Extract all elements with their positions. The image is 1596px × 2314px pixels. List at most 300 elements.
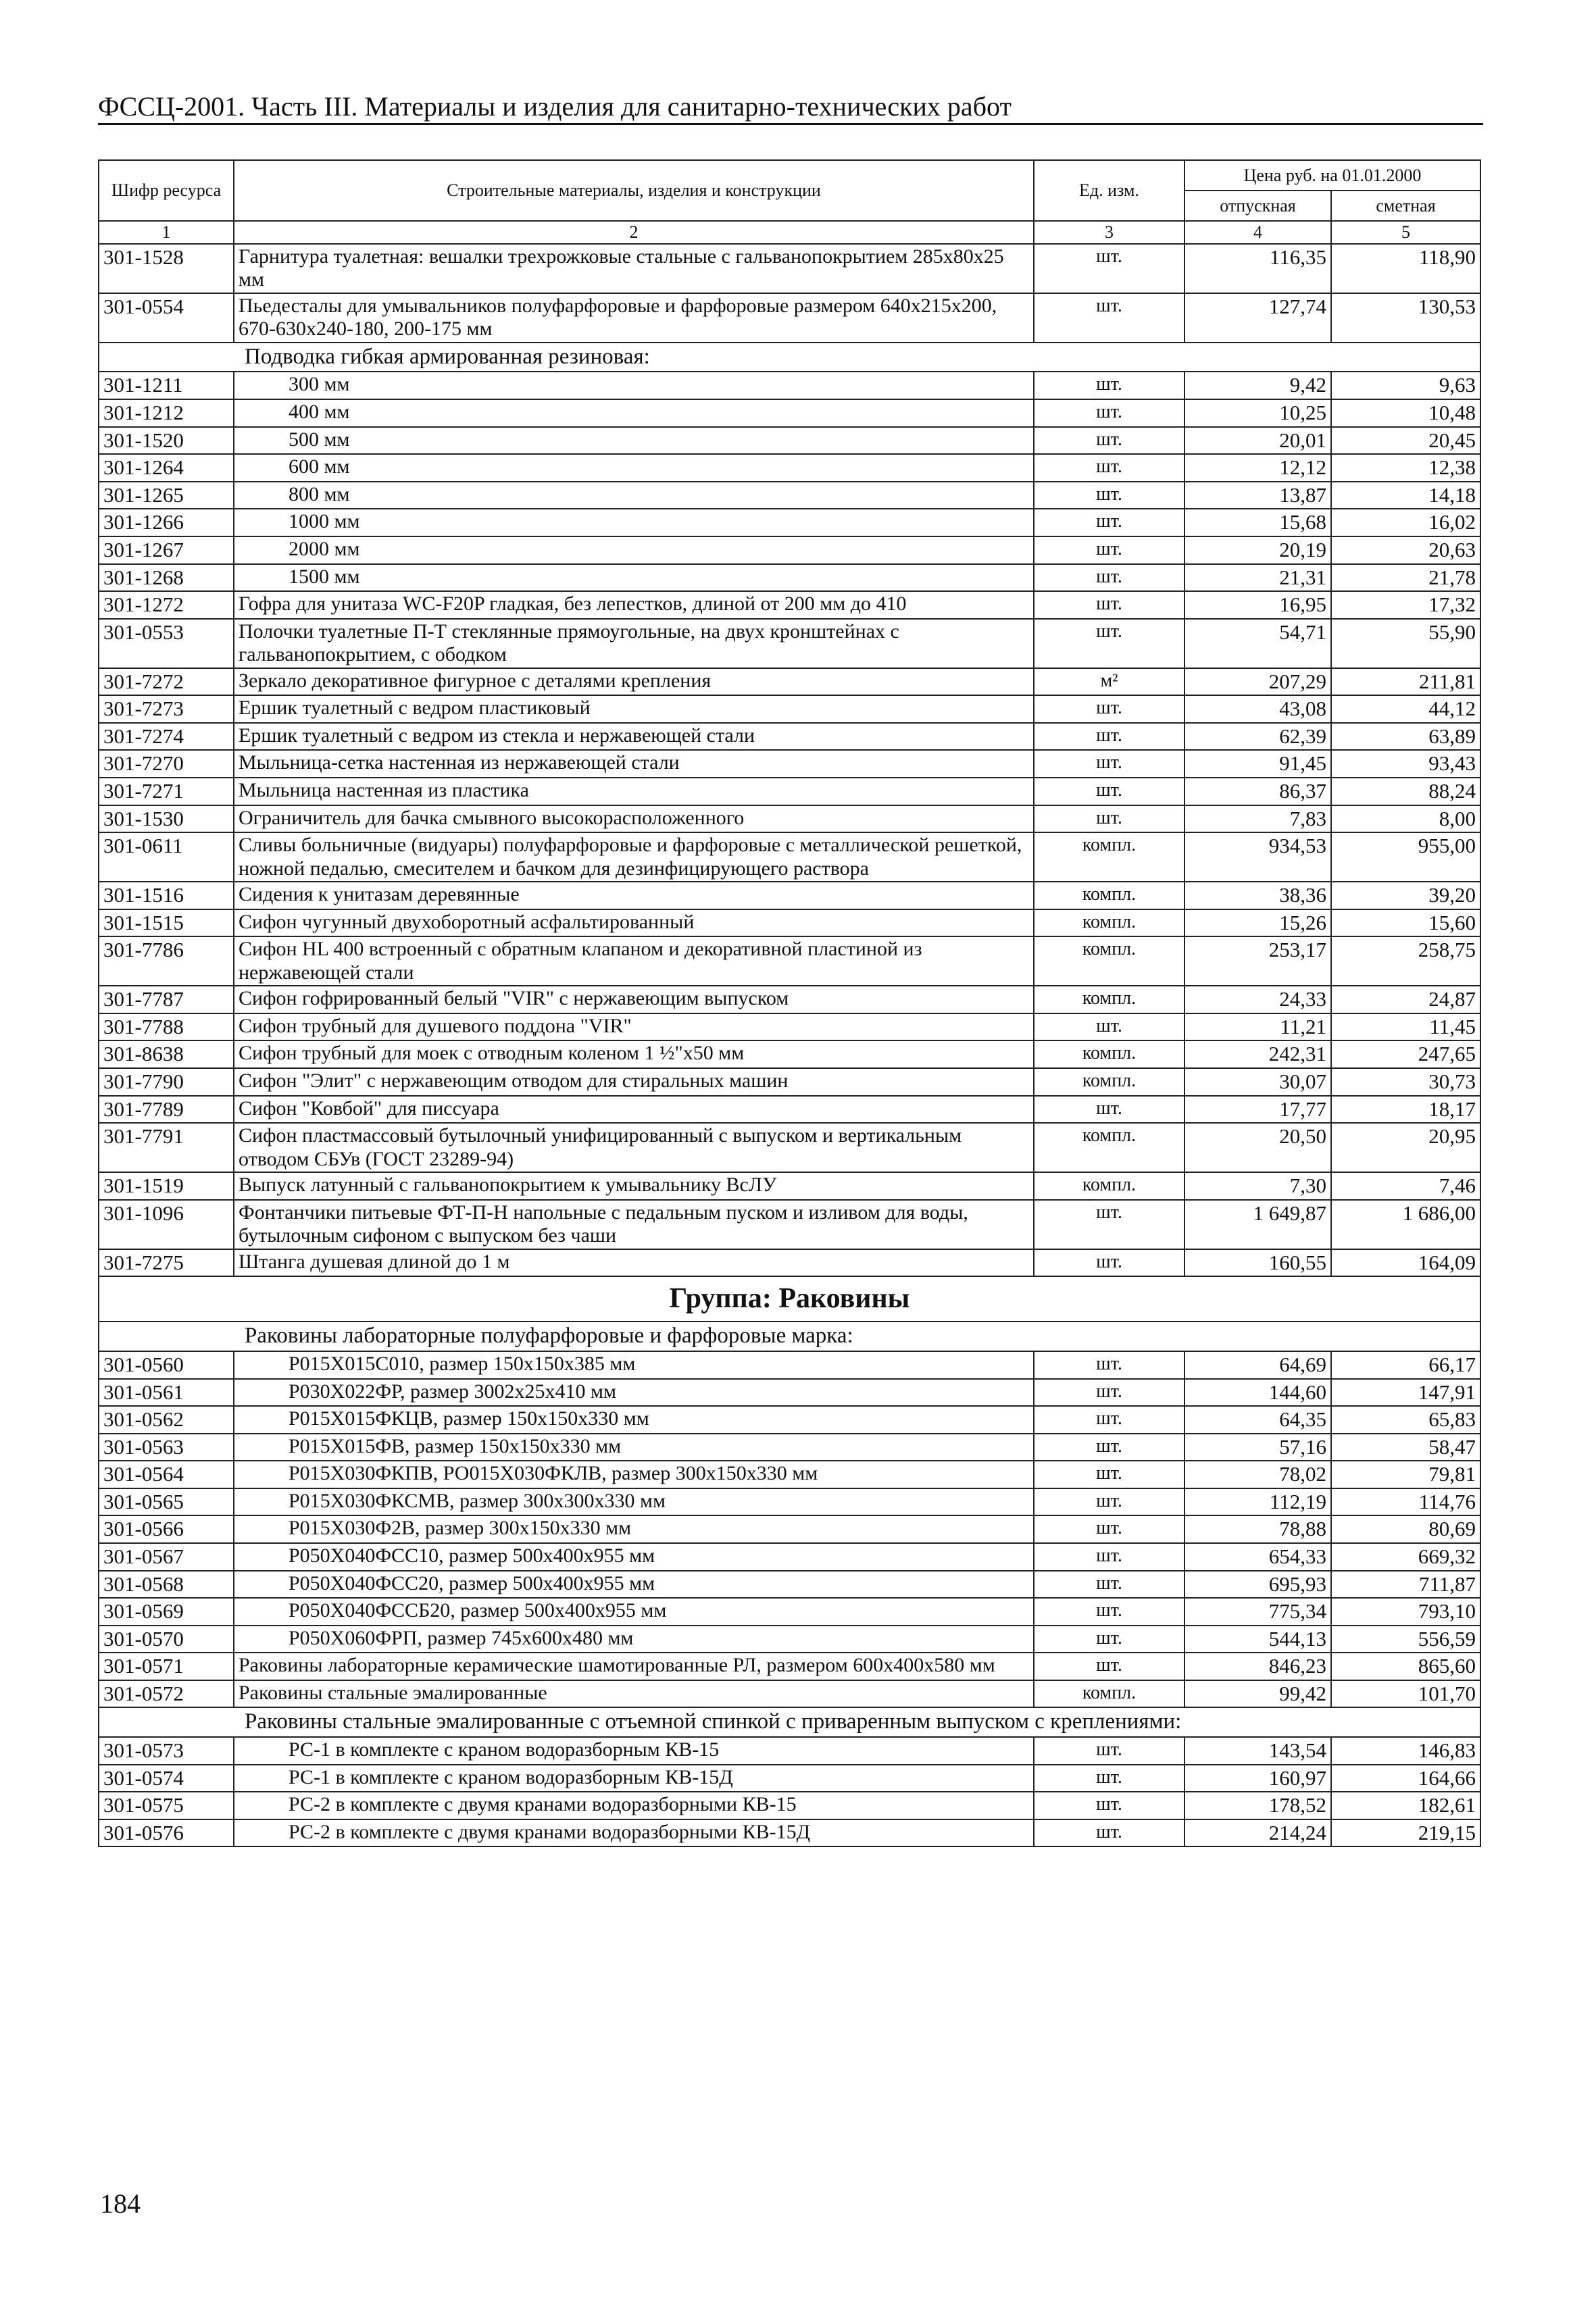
resource-code: 301-1268 bbox=[99, 564, 234, 592]
price-release: 20,19 bbox=[1184, 536, 1331, 564]
price-release: 695,93 bbox=[1184, 1571, 1331, 1599]
resource-code: 301-1515 bbox=[99, 909, 234, 937]
price-release: 16,95 bbox=[1184, 591, 1331, 619]
header-rule bbox=[98, 123, 1483, 125]
item-name: РС-1 в комплекте с краном водоразборным КВ-15 bbox=[234, 1737, 1034, 1765]
table-row bbox=[99, 1013, 1480, 1041]
price-release: 20,01 bbox=[1184, 427, 1331, 455]
price-estimate: 669,32 bbox=[1331, 1543, 1480, 1571]
table-row bbox=[99, 1488, 1480, 1516]
resource-code: 301-1096 bbox=[99, 1200, 234, 1249]
price-release: 178,52 bbox=[1184, 1792, 1331, 1819]
table-row bbox=[99, 619, 1480, 668]
item-name: Сифон "Ковбой" для писсуара bbox=[234, 1096, 1034, 1124]
price-release: 253,17 bbox=[1184, 936, 1331, 986]
unit-of-measure: шт. bbox=[1034, 1013, 1184, 1041]
price-release: 160,55 bbox=[1184, 1249, 1331, 1277]
item-name: Р050Х040ФССБ20, размер 500х400х955 мм bbox=[234, 1598, 1034, 1626]
item-name: Пьедесталы для умывальников полуфарфоровые и фарфоровые размером 640х215х200, 670-630х240-180, 200-175 мм bbox=[234, 293, 1034, 343]
resource-code: 301-0553 bbox=[99, 619, 234, 668]
unit-of-measure: шт. bbox=[1034, 1819, 1184, 1847]
unit-of-measure: шт. bbox=[1034, 1515, 1184, 1543]
price-estimate: 44,12 bbox=[1331, 695, 1480, 723]
price-estimate: 30,73 bbox=[1331, 1068, 1480, 1096]
table-row bbox=[99, 482, 1480, 509]
unit-of-measure: шт. bbox=[1034, 564, 1184, 592]
table-body bbox=[99, 244, 1480, 1846]
price-estimate: 114,76 bbox=[1331, 1488, 1480, 1516]
price-estimate: 865,60 bbox=[1331, 1653, 1480, 1680]
resource-code: 301-0574 bbox=[99, 1765, 234, 1792]
unit-of-measure: шт. bbox=[1034, 1249, 1184, 1277]
price-estimate: 130,53 bbox=[1331, 293, 1480, 343]
section-subheading: Раковины стальные эмалированные с отъемной спинкой с приваренным выпуском с креплениями: bbox=[99, 1707, 1480, 1737]
item-name: 600 мм bbox=[234, 454, 1034, 482]
resource-code: 301-7790 bbox=[99, 1068, 234, 1096]
price-estimate: 211,81 bbox=[1331, 668, 1480, 696]
item-name: Сифон пластмассовый бутылочный унифицированный с выпуском и вертикальным отводом СБУв (ГОСТ 23289-94) bbox=[234, 1123, 1034, 1172]
table-row bbox=[99, 750, 1480, 778]
unit-of-measure: шт. bbox=[1034, 482, 1184, 509]
price-release: 62,39 bbox=[1184, 723, 1331, 751]
table-row bbox=[99, 1515, 1480, 1543]
unit-of-measure: шт. bbox=[1034, 1765, 1184, 1792]
resource-code: 301-7786 bbox=[99, 936, 234, 986]
resource-code: 301-1519 bbox=[99, 1172, 234, 1200]
table-row bbox=[99, 1249, 1480, 1277]
resource-code: 301-7273 bbox=[99, 695, 234, 723]
price-release: 214,24 bbox=[1184, 1819, 1331, 1847]
item-name: Гофра для унитаза WC-F20P гладкая, без лепестков, длиной от 200 мм до 410 bbox=[234, 591, 1034, 619]
unit-of-measure: шт. bbox=[1034, 293, 1184, 343]
resource-code: 301-1264 bbox=[99, 454, 234, 482]
price-estimate: 7,46 bbox=[1331, 1172, 1480, 1200]
unit-of-measure: шт. bbox=[1034, 244, 1184, 293]
unit-of-measure: шт. bbox=[1034, 1598, 1184, 1626]
table-row bbox=[99, 1379, 1480, 1407]
resource-code: 301-7789 bbox=[99, 1096, 234, 1124]
item-name: Сифон "Элит" с нержавеющим отводом для стиральных машин bbox=[234, 1068, 1034, 1096]
group-title-row bbox=[99, 1276, 1480, 1322]
price-release: 64,35 bbox=[1184, 1406, 1331, 1434]
table-row bbox=[99, 1598, 1480, 1626]
header-price: Цена руб. на 01.01.2000 bbox=[1184, 160, 1480, 191]
resource-code: 301-1267 bbox=[99, 536, 234, 564]
unit-of-measure: шт. bbox=[1034, 1543, 1184, 1571]
unit-of-measure: компл. bbox=[1034, 1123, 1184, 1172]
price-estimate: 21,78 bbox=[1331, 564, 1480, 592]
item-name: Полочки туалетные П-Т стеклянные прямоугольные, на двух кронштейнах с гальванопокрытием, с ободком bbox=[234, 619, 1034, 668]
resource-code: 301-0611 bbox=[99, 832, 234, 882]
price-estimate: 39,20 bbox=[1331, 882, 1480, 909]
table-row bbox=[99, 723, 1480, 751]
unit-of-measure: шт. bbox=[1034, 1200, 1184, 1249]
table-row bbox=[99, 936, 1480, 986]
price-estimate: 556,59 bbox=[1331, 1626, 1480, 1653]
column-number: 4 bbox=[1184, 221, 1331, 244]
item-name: 1000 мм bbox=[234, 509, 1034, 536]
price-estimate: 63,89 bbox=[1331, 723, 1480, 751]
price-release: 64,69 bbox=[1184, 1351, 1331, 1379]
price-estimate: 93,43 bbox=[1331, 750, 1480, 778]
price-estimate: 147,91 bbox=[1331, 1379, 1480, 1407]
item-name: 500 мм bbox=[234, 427, 1034, 455]
resource-code: 301-0571 bbox=[99, 1653, 234, 1680]
resource-code: 301-8638 bbox=[99, 1040, 234, 1068]
unit-of-measure: компл. bbox=[1034, 832, 1184, 882]
item-name: Выпуск латунный с гальванопокрытием к умывальнику ВсЛУ bbox=[234, 1172, 1034, 1200]
price-release: 78,02 bbox=[1184, 1461, 1331, 1488]
price-estimate: 66,17 bbox=[1331, 1351, 1480, 1379]
item-name: РС-2 в комплекте с двумя кранами водоразборными КВ-15 bbox=[234, 1792, 1034, 1819]
item-name: Мыльница-сетка настенная из нержавеющей стали bbox=[234, 750, 1034, 778]
price-estimate: 10,48 bbox=[1331, 399, 1480, 427]
resource-code: 301-1265 bbox=[99, 482, 234, 509]
price-estimate: 17,32 bbox=[1331, 591, 1480, 619]
price-estimate: 20,63 bbox=[1331, 536, 1480, 564]
price-release: 91,45 bbox=[1184, 750, 1331, 778]
price-release: 112,19 bbox=[1184, 1488, 1331, 1516]
price-estimate: 55,90 bbox=[1331, 619, 1480, 668]
price-release: 116,35 bbox=[1184, 244, 1331, 293]
item-name: Сидения к унитазам деревянные bbox=[234, 882, 1034, 909]
table-row bbox=[99, 805, 1480, 833]
unit-of-measure: компл. bbox=[1034, 986, 1184, 1013]
price-release: 57,16 bbox=[1184, 1434, 1331, 1461]
price-release: 9,42 bbox=[1184, 372, 1331, 399]
price-release: 934,53 bbox=[1184, 832, 1331, 882]
unit-of-measure: шт. bbox=[1034, 536, 1184, 564]
price-estimate: 12,38 bbox=[1331, 454, 1480, 482]
price-release: 242,31 bbox=[1184, 1040, 1331, 1068]
resource-code: 301-1212 bbox=[99, 399, 234, 427]
unit-of-measure: шт. bbox=[1034, 1351, 1184, 1379]
item-name: Сифон трубный для душевого поддона "VIR" bbox=[234, 1013, 1034, 1041]
price-release: 38,36 bbox=[1184, 882, 1331, 909]
table-row bbox=[99, 1819, 1480, 1847]
header-price-release: отпускная bbox=[1184, 191, 1331, 221]
price-estimate: 146,83 bbox=[1331, 1737, 1480, 1765]
price-estimate: 1 686,00 bbox=[1331, 1200, 1480, 1249]
price-estimate: 258,75 bbox=[1331, 936, 1480, 986]
unit-of-measure: шт. bbox=[1034, 1406, 1184, 1434]
unit-of-measure: шт. bbox=[1034, 1461, 1184, 1488]
price-release: 15,68 bbox=[1184, 509, 1331, 536]
item-name: Ограничитель для бачка смывного высокорасположенного bbox=[234, 805, 1034, 833]
page-number: 184 bbox=[100, 2188, 141, 2219]
unit-of-measure: шт. bbox=[1034, 1737, 1184, 1765]
unit-of-measure: шт. bbox=[1034, 750, 1184, 778]
resource-code: 301-7274 bbox=[99, 723, 234, 751]
price-release: 86,37 bbox=[1184, 778, 1331, 805]
item-name: Р015Х015ФКЦВ, размер 150х150х330 мм bbox=[234, 1406, 1034, 1434]
resource-code: 301-0564 bbox=[99, 1461, 234, 1488]
price-estimate: 164,66 bbox=[1331, 1765, 1480, 1792]
item-name: Ершик туалетный с ведром пластиковый bbox=[234, 695, 1034, 723]
column-number: 5 bbox=[1331, 221, 1480, 244]
price-release: 127,74 bbox=[1184, 293, 1331, 343]
unit-of-measure: шт. bbox=[1034, 372, 1184, 399]
resource-code: 301-0566 bbox=[99, 1515, 234, 1543]
table-row bbox=[99, 372, 1480, 399]
section-subheading-row bbox=[99, 1707, 1480, 1737]
price-release: 160,97 bbox=[1184, 1765, 1331, 1792]
item-name: РС-2 в комплекте с двумя кранами водоразборными КВ-15Д bbox=[234, 1819, 1034, 1847]
table-row bbox=[99, 564, 1480, 592]
unit-of-measure: компл. bbox=[1034, 1040, 1184, 1068]
resource-code: 301-7788 bbox=[99, 1013, 234, 1041]
unit-of-measure: шт. bbox=[1034, 723, 1184, 751]
section-subheading: Раковины лабораторные полуфарфоровые и фарфоровые марка: bbox=[99, 1322, 1480, 1351]
table-row bbox=[99, 909, 1480, 937]
resource-code: 301-7787 bbox=[99, 986, 234, 1013]
section-subheading-row bbox=[99, 343, 1480, 372]
resource-code: 301-7272 bbox=[99, 668, 234, 696]
item-name: Штанга душевая длиной до 1 м bbox=[234, 1249, 1034, 1277]
table-row bbox=[99, 1626, 1480, 1653]
price-estimate: 182,61 bbox=[1331, 1792, 1480, 1819]
column-number: 3 bbox=[1034, 221, 1184, 244]
item-name: 2000 мм bbox=[234, 536, 1034, 564]
unit-of-measure: компл. bbox=[1034, 909, 1184, 937]
resource-code: 301-1528 bbox=[99, 244, 234, 293]
resource-code: 301-0562 bbox=[99, 1406, 234, 1434]
unit-of-measure: шт. bbox=[1034, 778, 1184, 805]
unit-of-measure: шт. bbox=[1034, 509, 1184, 536]
resource-code: 301-0568 bbox=[99, 1571, 234, 1599]
price-release: 20,50 bbox=[1184, 1123, 1331, 1172]
price-release: 10,25 bbox=[1184, 399, 1331, 427]
price-estimate: 118,90 bbox=[1331, 244, 1480, 293]
table-row bbox=[99, 882, 1480, 909]
price-release: 775,34 bbox=[1184, 1598, 1331, 1626]
price-estimate: 9,63 bbox=[1331, 372, 1480, 399]
price-release: 17,77 bbox=[1184, 1096, 1331, 1124]
item-name: Сифон гофрированный белый "VIR" с нержавеющим выпуском bbox=[234, 986, 1034, 1013]
unit-of-measure: шт. bbox=[1034, 619, 1184, 668]
section-subheading: Подводка гибкая армированная резиновая: bbox=[99, 343, 1480, 372]
item-name: 800 мм bbox=[234, 482, 1034, 509]
group-title: Группа: Раковины bbox=[99, 1276, 1480, 1322]
price-release: 54,71 bbox=[1184, 619, 1331, 668]
table-row bbox=[99, 536, 1480, 564]
table-row bbox=[99, 293, 1480, 343]
table-row bbox=[99, 1543, 1480, 1571]
table-row bbox=[99, 454, 1480, 482]
price-estimate: 15,60 bbox=[1331, 909, 1480, 937]
resource-code: 301-1272 bbox=[99, 591, 234, 619]
table-row bbox=[99, 695, 1480, 723]
price-estimate: 80,69 bbox=[1331, 1515, 1480, 1543]
item-name: Р015Х015С010, размер 150х150х385 мм bbox=[234, 1351, 1034, 1379]
item-name: Зеркало декоративное фигурное с деталями крепления bbox=[234, 668, 1034, 696]
price-estimate: 164,09 bbox=[1331, 1249, 1480, 1277]
price-release: 12,12 bbox=[1184, 454, 1331, 482]
table-row bbox=[99, 1406, 1480, 1434]
price-release: 43,08 bbox=[1184, 695, 1331, 723]
resource-code: 301-0560 bbox=[99, 1351, 234, 1379]
price-release: 143,54 bbox=[1184, 1737, 1331, 1765]
table-row bbox=[99, 1653, 1480, 1680]
resource-code: 301-0570 bbox=[99, 1626, 234, 1653]
price-release: 207,29 bbox=[1184, 668, 1331, 696]
unit-of-measure: шт. bbox=[1034, 1488, 1184, 1516]
item-name: Р030Х022ФР, размер 3002х25х410 мм bbox=[234, 1379, 1034, 1407]
table-row bbox=[99, 1792, 1480, 1819]
item-name: Раковины стальные эмалированные bbox=[234, 1680, 1034, 1708]
resource-code: 301-0576 bbox=[99, 1819, 234, 1847]
unit-of-measure: шт. bbox=[1034, 1792, 1184, 1819]
price-estimate: 219,15 bbox=[1331, 1819, 1480, 1847]
item-name: Р050Х060ФРП, размер 745х600х480 мм bbox=[234, 1626, 1034, 1653]
resource-code: 301-1520 bbox=[99, 427, 234, 455]
table-row bbox=[99, 1096, 1480, 1124]
price-estimate: 58,47 bbox=[1331, 1434, 1480, 1461]
unit-of-measure: шт. bbox=[1034, 1626, 1184, 1653]
table-row bbox=[99, 1068, 1480, 1096]
resource-code: 301-1516 bbox=[99, 882, 234, 909]
price-estimate: 14,18 bbox=[1331, 482, 1480, 509]
item-name: Сифон чугунный двухоборотный асфальтированный bbox=[234, 909, 1034, 937]
price-estimate: 793,10 bbox=[1331, 1598, 1480, 1626]
resource-code: 301-0565 bbox=[99, 1488, 234, 1516]
unit-of-measure: шт. bbox=[1034, 695, 1184, 723]
table-row bbox=[99, 1737, 1480, 1765]
resource-code: 301-1530 bbox=[99, 805, 234, 833]
table-row bbox=[99, 1461, 1480, 1488]
price-estimate: 16,02 bbox=[1331, 509, 1480, 536]
resource-code: 301-7270 bbox=[99, 750, 234, 778]
item-name: Р015Х030ФКСМВ, размер 300х300х330 мм bbox=[234, 1488, 1034, 1516]
table-row bbox=[99, 832, 1480, 882]
price-release: 144,60 bbox=[1184, 1379, 1331, 1407]
price-release: 7,30 bbox=[1184, 1172, 1331, 1200]
price-estimate: 955,00 bbox=[1331, 832, 1480, 882]
table-row bbox=[99, 1571, 1480, 1599]
header-name: Строительные материалы, изделия и конструкции bbox=[234, 160, 1034, 221]
table-row bbox=[99, 1434, 1480, 1461]
table-row bbox=[99, 1765, 1480, 1792]
item-name: Ершик туалетный с ведром из стекла и нержавеющей стали bbox=[234, 723, 1034, 751]
table-row bbox=[99, 427, 1480, 455]
resource-code: 301-7791 bbox=[99, 1123, 234, 1172]
resource-code: 301-0554 bbox=[99, 293, 234, 343]
column-number: 1 bbox=[99, 221, 234, 244]
item-name: Раковины лабораторные керамические шамотированные РЛ, размером 600х400х580 мм bbox=[234, 1653, 1034, 1680]
item-name: 300 мм bbox=[234, 372, 1034, 399]
resource-code: 301-7271 bbox=[99, 778, 234, 805]
section-subheading-row bbox=[99, 1322, 1480, 1351]
unit-of-measure: шт. bbox=[1034, 454, 1184, 482]
price-estimate: 20,95 bbox=[1331, 1123, 1480, 1172]
resource-code: 301-1266 bbox=[99, 509, 234, 536]
price-release: 13,87 bbox=[1184, 482, 1331, 509]
price-release: 846,23 bbox=[1184, 1653, 1331, 1680]
table-row bbox=[99, 509, 1480, 536]
item-name: Р015Х030Ф2В, размер 300х150х330 мм bbox=[234, 1515, 1034, 1543]
page-header: ФССЦ-2001. Часть III. Материалы и изделия для санитарно-технических работ bbox=[98, 91, 1012, 122]
price-release: 78,88 bbox=[1184, 1515, 1331, 1543]
price-estimate: 65,83 bbox=[1331, 1406, 1480, 1434]
price-estimate: 79,81 bbox=[1331, 1461, 1480, 1488]
header-unit: Ед. изм. bbox=[1034, 160, 1184, 221]
unit-of-measure: компл. bbox=[1034, 1680, 1184, 1708]
unit-of-measure: компл. bbox=[1034, 936, 1184, 986]
table-row bbox=[99, 986, 1480, 1013]
price-release: 654,33 bbox=[1184, 1543, 1331, 1571]
unit-of-measure: шт. bbox=[1034, 399, 1184, 427]
table-row bbox=[99, 1680, 1480, 1708]
unit-of-measure: шт. bbox=[1034, 1571, 1184, 1599]
resource-code: 301-0569 bbox=[99, 1598, 234, 1626]
unit-of-measure: шт. bbox=[1034, 591, 1184, 619]
unit-of-measure: м² bbox=[1034, 668, 1184, 696]
table-row bbox=[99, 778, 1480, 805]
resource-code: 301-0575 bbox=[99, 1792, 234, 1819]
price-estimate: 11,45 bbox=[1331, 1013, 1480, 1041]
table-head bbox=[99, 160, 1480, 244]
item-name: Фонтанчики питьевые ФТ-П-Н напольные с педальным пуском и изливом для воды, бутылочным сифоном с выпуском без чаши bbox=[234, 1200, 1034, 1249]
unit-of-measure: компл. bbox=[1034, 882, 1184, 909]
unit-of-measure: компл. bbox=[1034, 1068, 1184, 1096]
column-number: 2 bbox=[234, 221, 1034, 244]
table-row bbox=[99, 1123, 1480, 1172]
table-row bbox=[99, 1172, 1480, 1200]
price-estimate: 88,24 bbox=[1331, 778, 1480, 805]
item-name: Р050Х040ФСС20, размер 500х400х955 мм bbox=[234, 1571, 1034, 1599]
table-row bbox=[99, 1200, 1480, 1249]
price-release: 15,26 bbox=[1184, 909, 1331, 937]
price-release: 11,21 bbox=[1184, 1013, 1331, 1041]
item-name: Р015Х030ФКПВ, РО015Х030ФКЛВ, размер 300х150х330 мм bbox=[234, 1461, 1034, 1488]
resource-code: 301-0561 bbox=[99, 1379, 234, 1407]
resource-code: 301-0572 bbox=[99, 1680, 234, 1708]
item-name: Мыльница настенная из пластика bbox=[234, 778, 1034, 805]
resource-code: 301-7275 bbox=[99, 1249, 234, 1277]
unit-of-measure: компл. bbox=[1034, 1172, 1184, 1200]
table-row bbox=[99, 1040, 1480, 1068]
price-estimate: 711,87 bbox=[1331, 1571, 1480, 1599]
price-release: 1 649,87 bbox=[1184, 1200, 1331, 1249]
price-table-wrapper bbox=[98, 159, 1480, 1847]
unit-of-measure: шт. bbox=[1034, 1434, 1184, 1461]
item-name: Сифон HL 400 встроенный с обратным клапаном и декоративной пластиной из нержавеющей стали bbox=[234, 936, 1034, 986]
item-name: РС-1 в комплекте с краном водоразборным КВ-15Д bbox=[234, 1765, 1034, 1792]
header-code: Шифр ресурса bbox=[99, 160, 234, 221]
item-name: 1500 мм bbox=[234, 564, 1034, 592]
item-name: Сливы больничные (видуары) полуфарфоровые и фарфоровые с металлической решеткой, ножной педалью, смесителем и бачком для дезинфицирующего раствора bbox=[234, 832, 1034, 882]
unit-of-measure: шт. bbox=[1034, 1653, 1184, 1680]
price-release: 21,31 bbox=[1184, 564, 1331, 592]
item-name: Р015Х015ФВ, размер 150х150х330 мм bbox=[234, 1434, 1034, 1461]
unit-of-measure: шт. bbox=[1034, 1096, 1184, 1124]
price-release: 544,13 bbox=[1184, 1626, 1331, 1653]
table-row bbox=[99, 591, 1480, 619]
table-row bbox=[99, 668, 1480, 696]
unit-of-measure: шт. bbox=[1034, 427, 1184, 455]
table-row bbox=[99, 399, 1480, 427]
table-row bbox=[99, 1351, 1480, 1379]
item-name: 400 мм bbox=[234, 399, 1034, 427]
resource-code: 301-1211 bbox=[99, 372, 234, 399]
price-estimate: 247,65 bbox=[1331, 1040, 1480, 1068]
price-estimate: 18,17 bbox=[1331, 1096, 1480, 1124]
unit-of-measure: шт. bbox=[1034, 1379, 1184, 1407]
resource-code: 301-0563 bbox=[99, 1434, 234, 1461]
price-release: 30,07 bbox=[1184, 1068, 1331, 1096]
price-table bbox=[98, 159, 1481, 1847]
price-estimate: 24,87 bbox=[1331, 986, 1480, 1013]
